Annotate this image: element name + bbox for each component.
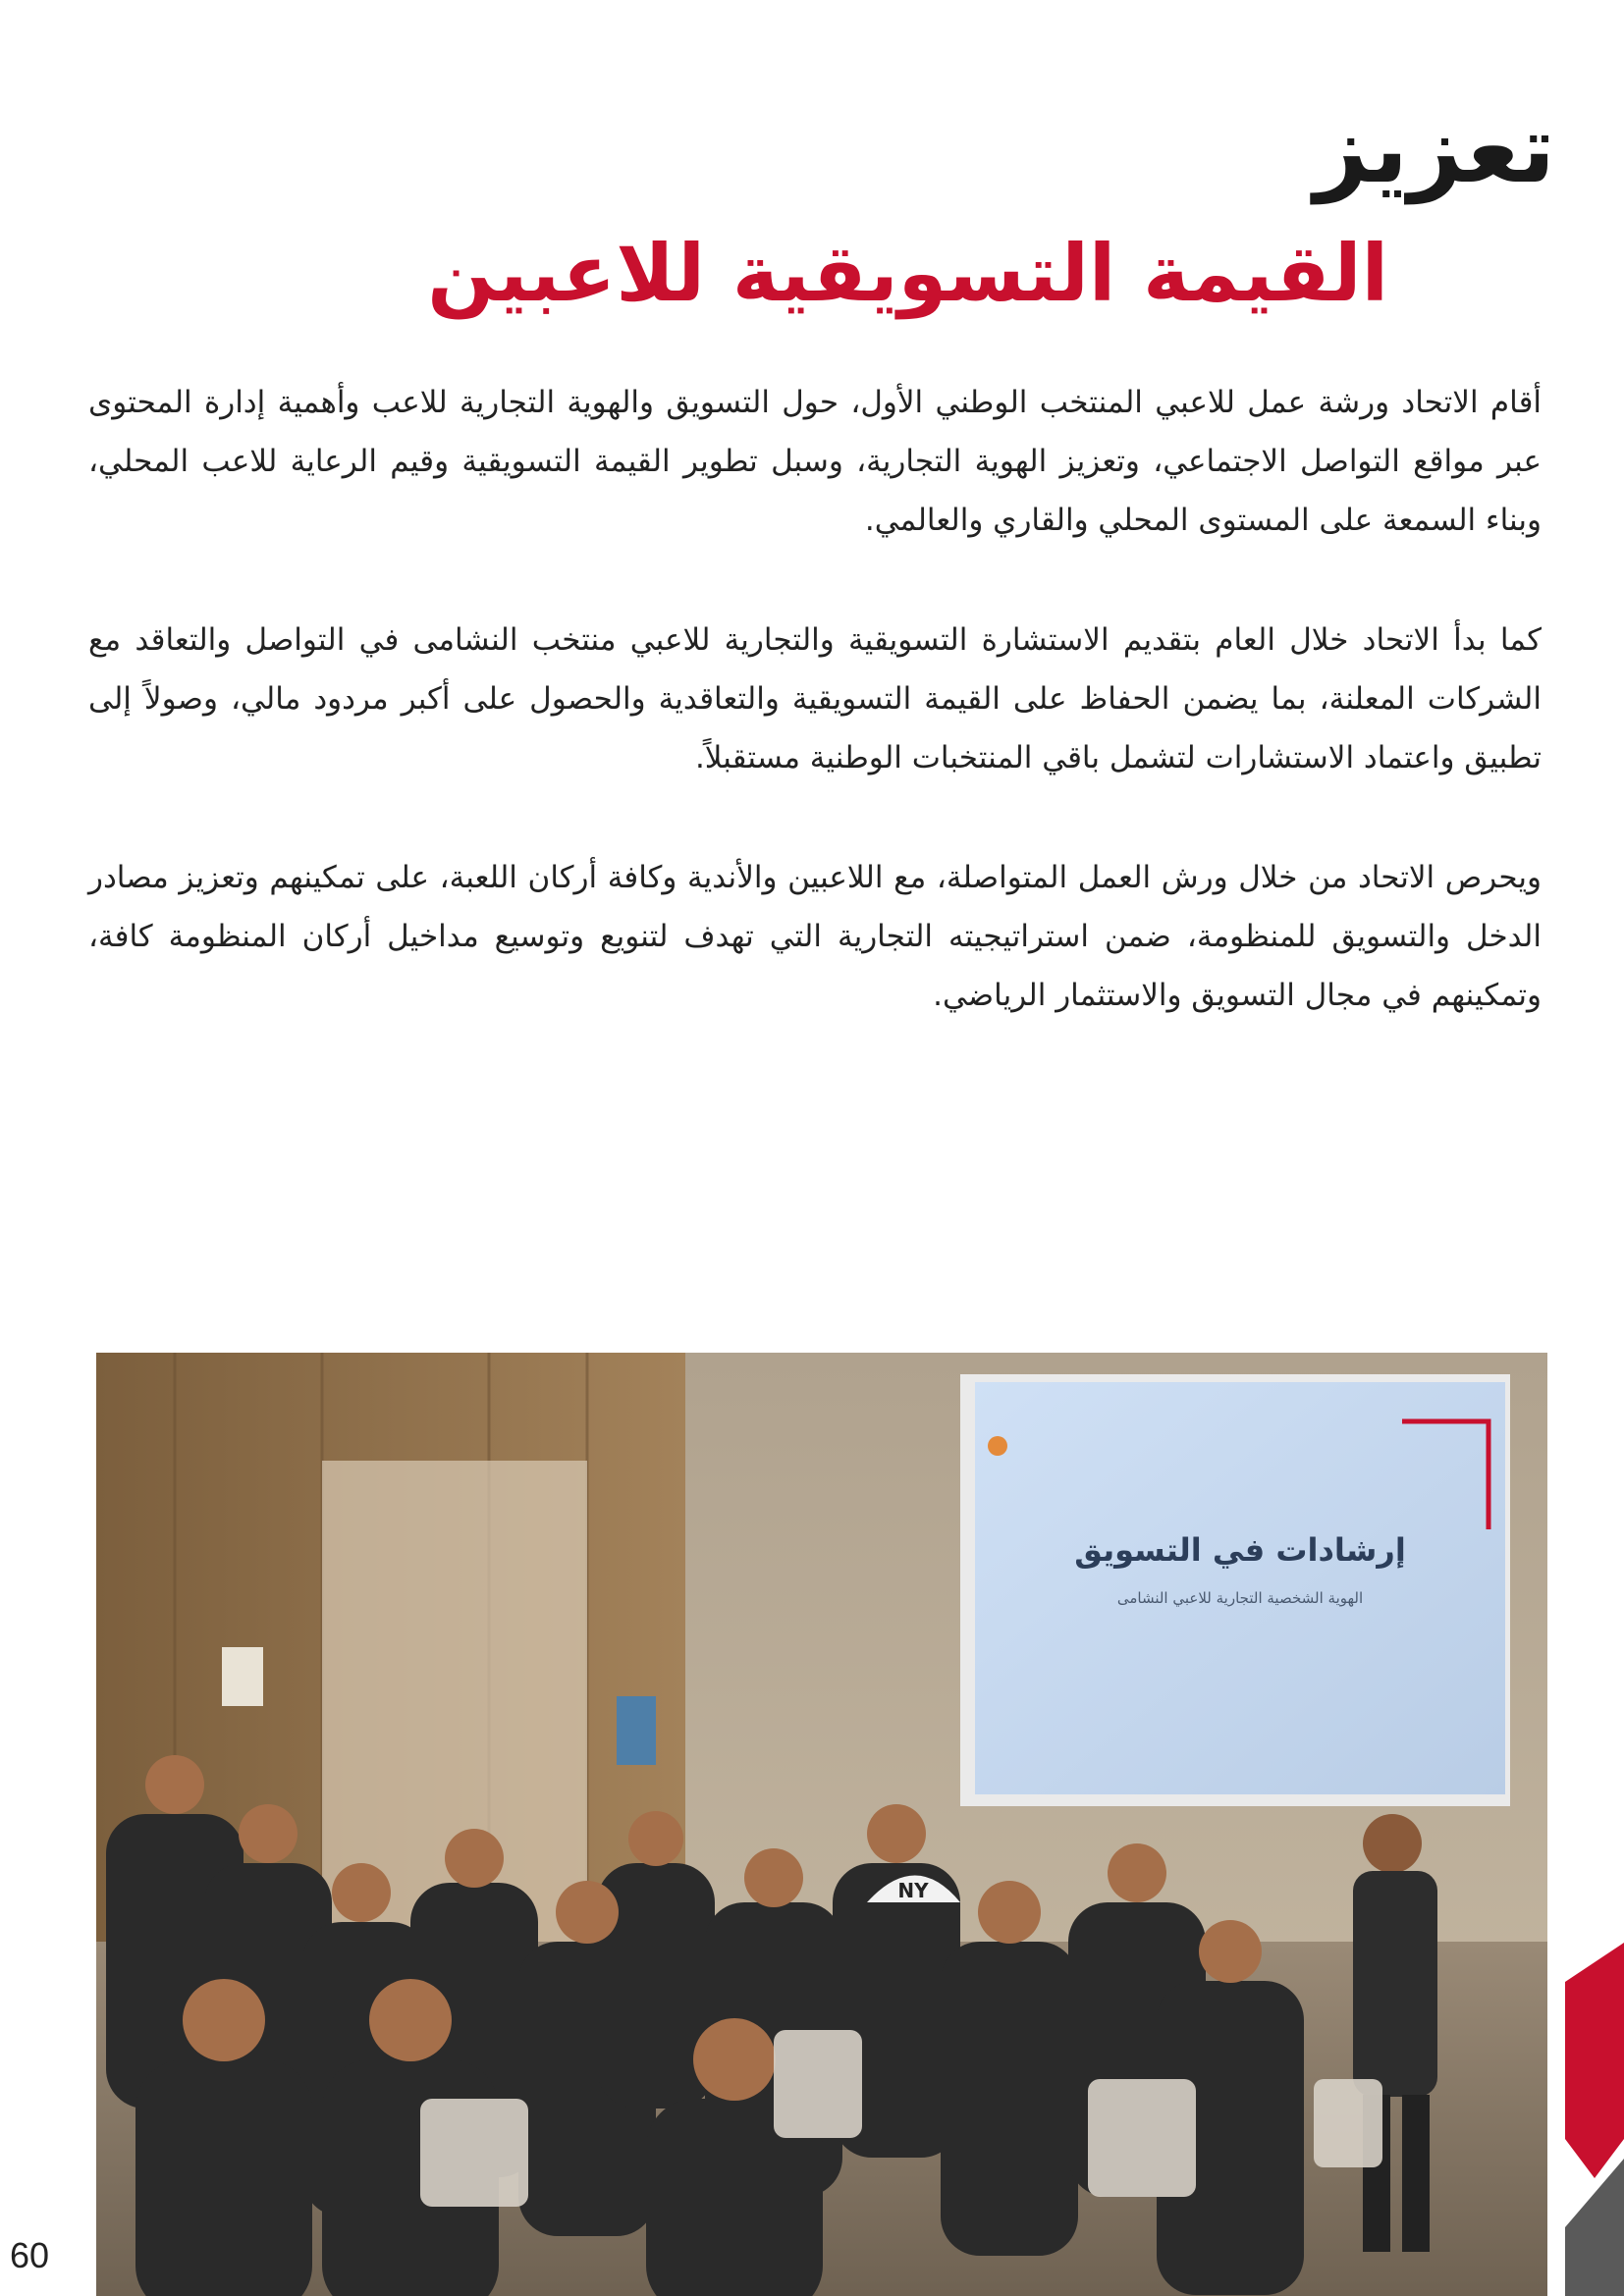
paragraph-1: أقام الاتحاد ورشة عمل للاعبي المنتخب الوطني الأول، حول التسويق والهوية التجارية للاعب وأهمية إدارة المحتوى عبر مواقع التواصل الاجتماعي، وتعزيز الهوية التجارية، وسبل تطوير القيمة التسويقية وقيم الرعاية للاعب المحلي، وبناء السمعة على المستوى المحلي والقاري والعالمي. <box>88 385 1542 538</box>
page-number: 60 <box>10 2235 50 2275</box>
workshop-photo <box>96 1353 1547 2296</box>
paragraph-3: ويحرص الاتحاد من خلال ورش العمل المتواصلة، مع اللاعبين والأندية وكافة أركان اللعبة، على تمكينهم وتعزيز مصادر الدخل والتسويق للمنظومة، ضمن استراتيجيته التجارية التي تهدف لتنويع وتوسيع مداخيل أركان المنظومة كافة، وتمكينهم في مجال التسويق والاستثمار الرياضي. <box>88 860 1542 1013</box>
title-line-2: القيمة التسويقية للاعبين <box>427 228 1388 319</box>
title-line-1: تعزيز <box>1314 94 1555 204</box>
cap-logo: NY <box>897 1879 929 1902</box>
corner-decoration <box>1565 1943 1624 2296</box>
slide-title: إرشادات في التسويق <box>1074 1531 1406 1569</box>
slide-subtitle: الهوية الشخصية التجارية للاعبي النشامى <box>1116 1589 1364 1607</box>
article-body <box>88 373 1542 1086</box>
paragraph-2: كما بدأ الاتحاد خلال العام بتقديم الاستشارة التسويقية والتجارية للاعبي منتخب النشامى في التواصل والتعاقد مع الشركات المعلنة، بما يضمن الحفاظ على القيمة التسويقية والتعاقدية والحصول على أكبر مردود مالي، وصولاً إلى تطبيق واعتماد الاستشارات لتشمل باقي المنتخبات الوطنية مستقبلاً. <box>88 622 1542 775</box>
